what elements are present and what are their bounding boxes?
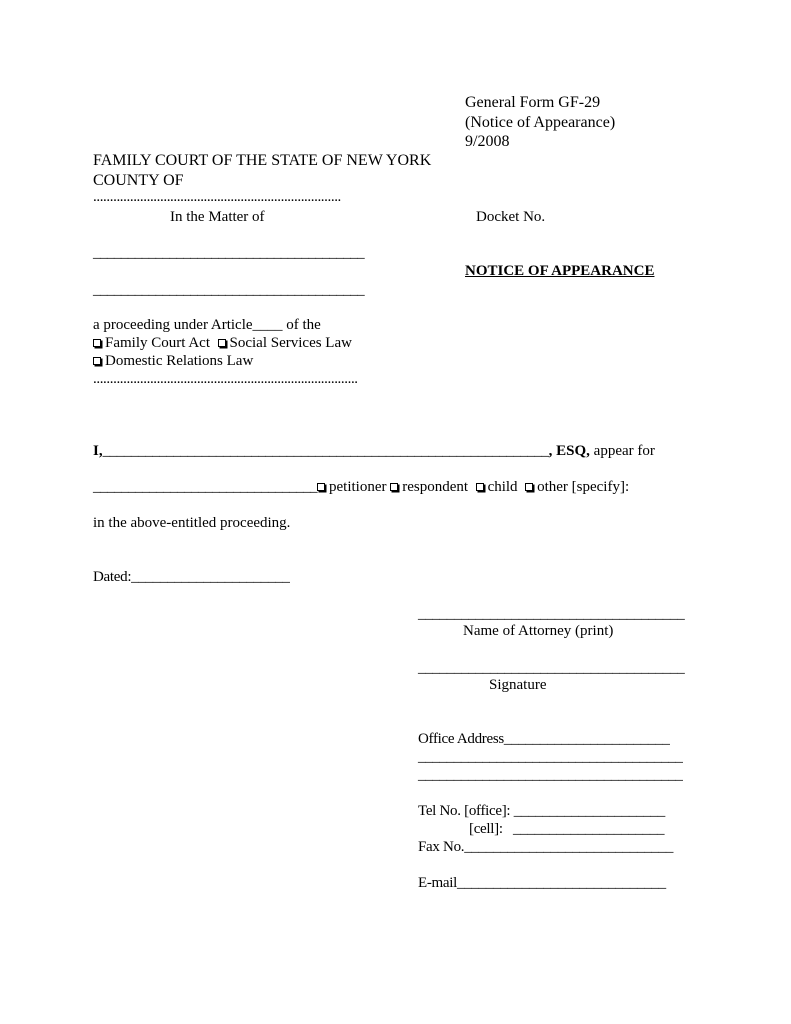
checkbox-other[interactable] — [525, 483, 533, 491]
attorney-name-blank[interactable]: _______________________________________________________________ — [102, 443, 549, 459]
in-the-matter-label: In the Matter of — [170, 209, 265, 225]
party-name-blank[interactable]: ________________________________ — [93, 479, 317, 495]
party-role-row — [93, 480, 629, 495]
checkbox-petitioner[interactable] — [317, 483, 325, 491]
appear-for-text: appear for — [589, 443, 655, 459]
address-line-3[interactable]: _____________________________________ — [418, 767, 683, 783]
label-child: child — [487, 479, 518, 495]
dotted-rule-bottom: ............................................................................... — [93, 371, 358, 387]
tel-office-field[interactable]: Tel No. [office]: _____________________ — [418, 803, 665, 819]
attorney-name-label: Name of Attorney (print) — [463, 623, 614, 639]
notice-title: NOTICE OF APPEARANCE — [465, 263, 655, 279]
appearance-statement — [93, 444, 655, 459]
email-field[interactable]: E-mail_____________________________ — [418, 875, 666, 891]
docket-number-label: Docket No. — [476, 209, 546, 225]
label-domestic-relations-law: Domestic Relations Law — [105, 353, 254, 369]
tel-cell-field[interactable]: [cell]: _____________________ — [469, 821, 665, 837]
signature-line[interactable]: _____________________________________ — [418, 660, 685, 676]
office-address-field[interactable]: Office Address_______________________ — [418, 731, 670, 747]
label-social-services-law: Social Services Law — [229, 335, 352, 351]
checkbox-domestic-relations-law[interactable] — [93, 357, 101, 365]
esq-label: , ESQ, — [548, 443, 590, 459]
checkbox-social-services-law[interactable] — [218, 339, 226, 347]
label-family-court-act: Family Court Act — [105, 335, 210, 351]
i-prefix: I, — [93, 443, 103, 459]
label-other: other [specify]: — [537, 479, 630, 495]
label-respondent: respondent — [402, 479, 469, 495]
checkbox-respondent[interactable] — [390, 483, 398, 491]
address-line-2[interactable]: _____________________________________ — [418, 749, 683, 765]
county-label: COUNTY OF — [93, 172, 184, 189]
form-name: (Notice of Appearance) — [465, 114, 616, 131]
law-options-row-1 — [93, 336, 352, 351]
label-petitioner: petitioner — [329, 479, 387, 495]
proceeding-article-text: a proceeding under Article____ of the — [93, 317, 321, 333]
fax-field[interactable]: Fax No._____________________________ — [418, 839, 674, 855]
form-number: General Form GF-29 — [465, 94, 601, 111]
checkbox-family-court-act[interactable] — [93, 339, 101, 347]
party-name-line-1[interactable]: _______________________________________ — [93, 245, 365, 261]
checkbox-child[interactable] — [476, 483, 484, 491]
law-options-row-2 — [93, 354, 253, 369]
form-date: 9/2008 — [465, 133, 510, 150]
dotted-rule-top: .......................................................................... — [93, 189, 341, 205]
signature-label: Signature — [489, 677, 547, 693]
party-name-line-2[interactable]: _______________________________________ — [93, 282, 365, 298]
proceeding-line: in the above-entitled proceeding. — [93, 515, 291, 531]
attorney-name-line[interactable]: _____________________________________ — [418, 606, 685, 622]
court-name: FAMILY COURT OF THE STATE OF NEW YORK — [93, 152, 432, 169]
dated-field[interactable]: Dated:______________________ — [93, 569, 290, 585]
